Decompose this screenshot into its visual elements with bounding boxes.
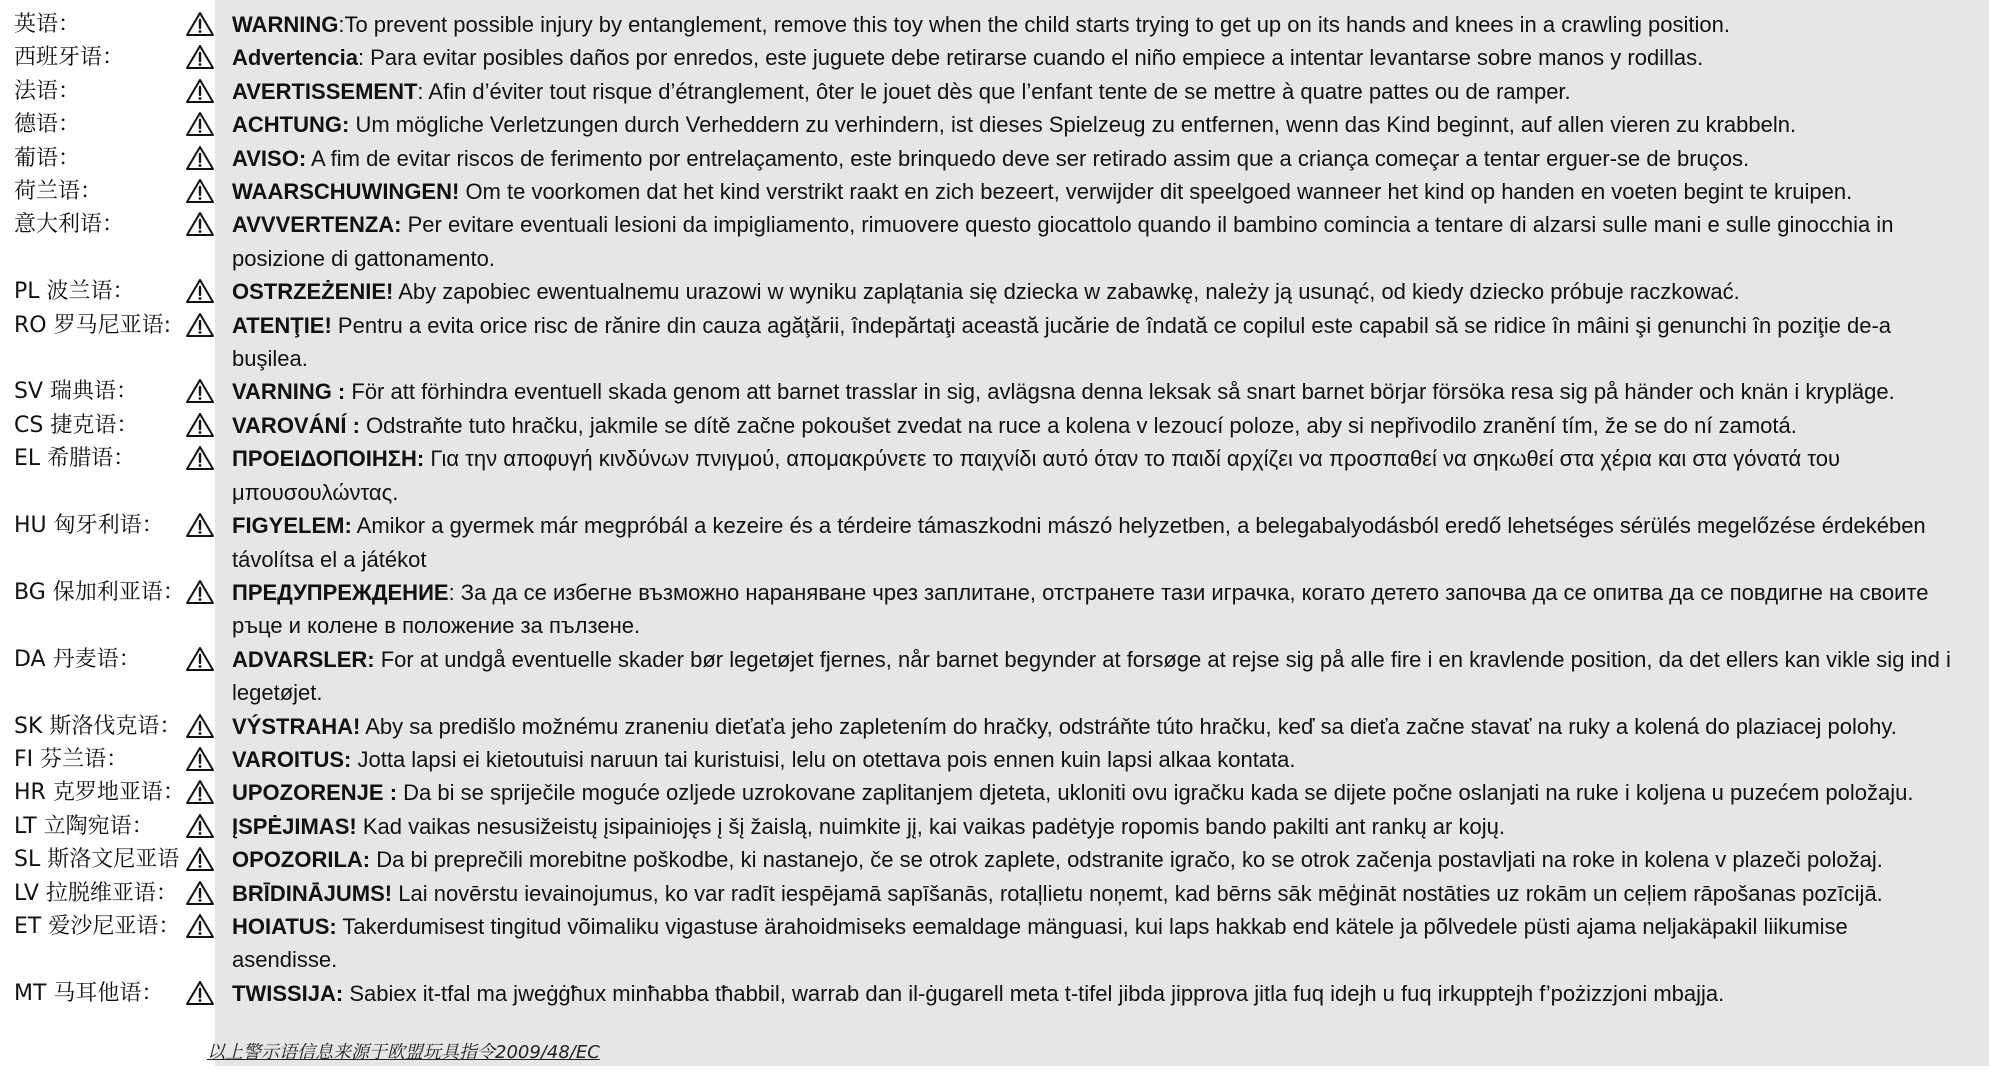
warning-keyword: OPOZORILA: [232,847,371,873]
language-label: PL 波兰语： [14,279,135,305]
warning-row [0,208,1989,275]
warning-row [0,509,1989,576]
warning-body: För att förhindra eventuell skada genom att barnet trasslar in sig, avlägsna denna leksak så snart barnet börjar försöka resa sig på händer och knän i krypläge. [345,379,1895,405]
warning-row [0,776,1989,809]
warning-body: Aby sa predišlo možnému zraneniu dieťaťa jeho zapletením do hračky, odstráňte túto hračku, keď sa dieťa začne stavať na ruky a kolená do plaziacej polohy. [360,713,1897,739]
warning-triangle-icon [185,445,215,471]
language-label: DA 丹麦语： [14,646,141,672]
warning-row [0,175,1989,208]
source-footnote: 以上警示语信息来源于欧盟玩具指令2009/48/EC [207,1042,600,1063]
warning-body: Takerdumisest tingitud võimaliku vigastuse ärahoidmiseks eemaldage mänguasi, kui laps hakkab end kätele ja põlvedele püsti ajama neljakäpakil liikumise asendisse. [232,913,1848,973]
warning-keyword: WAARSCHUWINGEN! [232,179,460,205]
warning-triangle-icon [185,880,215,906]
warning-row [0,843,1989,876]
warning-text [232,442,1959,509]
warning-triangle-icon [185,813,215,839]
warning-body: : Para evitar posibles daños por enredos, este juguete debe retirarse cuando el niño empiece a intentar levantarse sobre manos y rodillas. [357,45,1704,71]
language-label: CS 捷克语： [14,412,139,438]
language-label: HR 克罗地亚语： [14,780,185,806]
warning-body: Pentru a evita orice risc de rănire din cauza agăţării, îndepărtaţi această jucărie de îndată ce copilul este capabil să se ridice în mâini şi genunchi în poziţie de-a buşilea. [232,312,1892,372]
warning-text [232,41,1959,74]
warning-keyword: WARNING [232,12,339,37]
warning-row [0,309,1989,376]
warning-keyword: ПРЕДУПРЕЖДЕНИЕ [232,579,449,605]
warning-text [232,977,1959,1010]
warning-row [0,142,1989,175]
warning-keyword: ADVARSLER: [232,646,375,672]
warning-text [232,208,1959,275]
warning-triangle-icon [185,980,215,1006]
language-label: 葡语： [14,145,81,171]
warning-body: Amikor a gyermek már megpróbál a kezeire és a térdeire támaszkodni mászó helyzetben, a belegabalyodásból eredő lehetséges sérülés megelőzése érdekében távolítsa el a játékot [232,513,1926,572]
warning-body: Kad vaikas nesusižeistų įsipainiojęs į šį žaislą, nuimkite jį, kai vaikas padėtyje ropomis bando pakilti ant rankų ar kojų. [356,813,1505,839]
warning-text [232,275,1959,308]
warning-body: For at undgå eventuelle skader bør legetøjet fjernes, når barnet begynder at forsøge at rejse sig på alle fire i en kravlende position, da det ellers kan vikle sig ind i legetøjet. [232,646,1951,706]
warning-text [232,743,1959,776]
warning-keyword: OSTRZEŻENIE! [232,279,394,305]
warning-text [232,877,1959,910]
warning-body: : За да се избегне възможно нараняване чрез заплитане, отстранете тази играчка, когато детето започва да се опитва да се повдигне на своите ръце и колене в положение за пълзене. [232,579,1929,639]
language-label: 德语： [14,112,81,138]
warning-row [0,710,1989,743]
warning-body: Om te voorkomen dat het kind verstrikt raakt en zich bezeert, verwijder dit speelgoed wanneer het kind op handen en voeten begint te kruipen. [459,179,1853,205]
language-label: LT 立陶宛语： [14,813,154,839]
warning-row [0,275,1989,308]
warning-keyword: HOIATUS: [232,913,337,939]
warning-keyword: VAROVÁNÍ : [232,412,360,438]
warning-triangle-icon [185,178,215,204]
language-label: 西班牙语： [14,45,125,71]
warning-body: : Afin d’éviter tout risque d’étranglement, ôter le jouet dès que l’enfant tente de se mettre à quatre pattes ou de ramper. [417,78,1571,104]
warning-triangle-icon [185,846,215,872]
warning-keyword: ACHTUNG: [232,112,350,138]
language-label: 意大利语： [14,212,125,238]
language-label: ET 爱沙尼亚语： [14,913,181,939]
warning-body: Da bi se spriječile moguće ozljede uzrokovane zaplitanjem djeteta, ukloniti ovu igračku kada se dijete počne oslanjati na ruke i koljena u puzećem položaju. [397,780,1914,806]
warning-keyword: UPOZORENJE : [232,780,398,806]
warning-body: Aby zapobiec ewentualnemu urazowi w wyniku zaplątania się dziecka w zabawkę, należy ją usunąć, od kiedy dziecko próbuje raczkować. [393,279,1740,305]
warning-triangle-icon [185,913,215,939]
warning-keyword: AVERTISSEMENT [232,78,418,104]
warning-row [0,75,1989,108]
language-label: HU 匈牙利语： [14,513,164,539]
warning-row [0,8,1989,41]
warning-body: Jotta lapsi ei kietoutuisi naruun tai kuristuisi, lelu on otettava pois ennen kuin lapsi alkaa kontata. [351,746,1296,772]
warning-keyword: TWISSIJA: [232,980,344,1006]
warning-row [0,977,1989,1010]
warning-triangle-icon [185,78,215,104]
warning-row [0,743,1989,776]
warning-triangle-icon [185,111,215,137]
warning-triangle-icon [185,145,215,171]
warning-row [0,41,1989,74]
warning-triangle-icon [185,579,215,605]
warning-row [0,108,1989,141]
language-label: LV 拉脱维亚语： [14,880,178,906]
warning-triangle-icon [185,746,215,772]
warning-body: Lai novērstu ievainojumus, ko var radīt iespējamā sapīšanās, rotaļlietu noņemt, kad bērns sāk mēģināt nostāties uz rokām un ceļiem rāpošanas pozīcijā. [392,880,1883,906]
language-label: EL 希腊语： [14,446,136,472]
warning-text [232,710,1959,743]
warning-keyword: FIGYELEM: [232,513,352,539]
warning-triangle-icon [185,378,215,404]
warning-keyword: ATENŢIE! [232,312,332,338]
warning-keyword: VAROITUS: [232,746,352,772]
language-label: MT 马耳他语： [14,980,164,1006]
warning-text [232,643,1959,710]
warning-text [232,309,1959,376]
warning-row [0,643,1989,710]
language-label: 荷兰语： [14,179,103,205]
language-label: BG 保加利亚语： [14,579,185,605]
warning-body: :To prevent possible injury by entanglement, remove this toy when the child starts trying to get up on its hands and knees in a crawling position. [338,12,1730,37]
warning-keyword: ΠΡΟΕΙΔΟΠΟΙΗΣΗ: [232,446,425,472]
warning-row [0,442,1989,509]
warning-keyword: VÝSTRAHA! [232,713,361,739]
warning-text [232,509,1959,576]
warning-text [232,910,1959,977]
warning-keyword: VARNING : [232,379,346,405]
warning-row [0,576,1989,643]
warning-triangle-icon [185,512,215,538]
warning-keyword: Advertencia [232,45,358,71]
warning-text [232,810,1959,843]
warning-keyword: ĮSPĖJIMAS! [232,813,357,839]
warning-keyword: BRĪDINĀJUMS! [232,880,393,906]
warning-text [232,576,1959,643]
warning-text [232,843,1959,876]
warning-triangle-icon [185,713,215,739]
warning-row [0,877,1989,910]
warning-row [0,409,1989,442]
warning-body: Για την αποφυγή κινδύνων πνιγμού, απομακρύνετε το παιχνίδι αυτό όταν το παιδί αρχίζει να προσπαθεί να σηκωθεί στα χέρια και στα γόνατά του μπουσουλώντας. [232,446,1841,505]
language-label: SK 斯洛伐克语： [14,713,182,739]
warning-list [0,8,1989,1010]
warning-text [232,175,1959,208]
warning-keyword: AVVVERTENZA: [232,212,402,238]
warning-triangle-icon [185,312,215,338]
warning-triangle-icon [185,211,215,237]
warning-row [0,810,1989,843]
warning-text [232,75,1959,108]
warning-triangle-icon [185,779,215,805]
warning-text [232,776,1959,809]
warning-text [232,409,1959,442]
warning-triangle-icon [185,11,215,37]
language-label: 英语： [14,12,81,37]
warning-text [232,108,1959,141]
warning-body: Um mögliche Verletzungen durch Verheddern zu verhindern, ist dieses Spielzeug zu entfernen, wenn das Kind beginnt, auf allen vieren zu krabbeln. [349,112,1797,138]
warning-triangle-icon [185,412,215,438]
warning-text [232,375,1959,408]
language-label: FI 芬兰语： [14,746,129,772]
language-label: 法语： [14,78,81,104]
warning-body: Da bi preprečili morebitne poškodbe, ki nastanejo, če se otrok zaplete, odstranite igračo, ko se otrok začenja postavljati na roke in kolena v plazeči položaj. [370,847,1883,873]
language-label: SL 斯洛文尼亚语 [14,847,180,873]
warning-row [0,910,1989,977]
language-label: RO 罗马尼亚语: [14,312,172,338]
language-label: SV 瑞典语： [14,379,139,405]
warning-body: Sabiex it-tfal ma jweġġħux minħabba tħabbil, warrab dan il-ġugarell meta t-tifel jibda jipprova jitla fuq idejh u fuq irkupptejh f’pożizzjoni mbajja. [343,980,1725,1006]
warning-triangle-icon [185,278,215,304]
warning-keyword: AVISO: [232,145,307,171]
warning-row [0,375,1989,408]
warning-triangle-icon [185,646,215,672]
warning-body: Per evitare eventuali lesioni da impigliamento, rimuovere questo giocattolo quando il bambino comincia a tentare di alzarsi sulle mani e sulle ginocchia in posizione di gattonamento. [232,212,1894,271]
warning-text [232,8,1959,41]
warning-body: A fim de evitar riscos de ferimento por entrelaçamento, este brinquedo deve ser retirado assim que a criança começar a tentar erguer-se de bruços. [306,145,1750,171]
warning-triangle-icon [185,44,215,70]
warning-text [232,142,1959,175]
warning-body: Odstraňte tuto hračku, jakmile se dítě začne pokoušet zvedat na ruce a kolena v lezoucí poloze, aby si nepřivodilo zranění tím, že se do ní zamotá. [359,412,1797,438]
